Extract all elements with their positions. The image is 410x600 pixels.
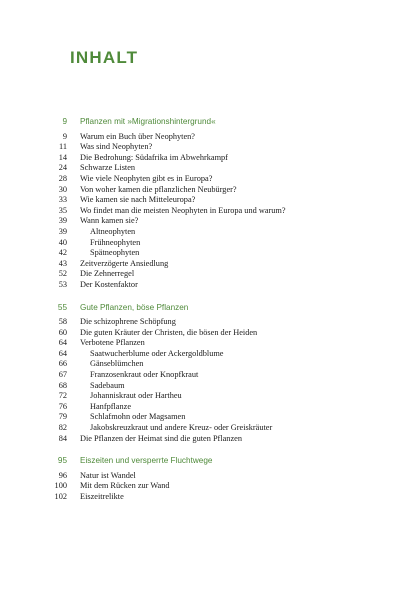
toc-section — [0, 456, 410, 502]
toc-entry — [0, 269, 410, 280]
toc-page-number: 9 — [62, 117, 67, 126]
toc-entry — [0, 174, 410, 185]
toc-page-number: 43 — [58, 258, 67, 268]
toc-entry — [0, 163, 410, 174]
toc-entry-label: Gute Pflanzen, böse Pflanzen — [80, 302, 189, 312]
toc-page-number: 30 — [58, 184, 67, 194]
toc-page-number: 39 — [58, 216, 67, 226]
toc-entry-label: Franzosenkraut oder Knopfkraut — [90, 370, 199, 380]
toc-entry-label: Mit dem Rücken zur Wand — [80, 481, 170, 491]
toc-page-number: 9 — [62, 131, 67, 141]
toc-entry — [0, 370, 410, 381]
toc-page-number: 60 — [58, 327, 67, 337]
toc-entry-label: Johanniskraut oder Hartheu — [90, 391, 182, 401]
toc-entry — [0, 492, 410, 503]
toc-entry-label: Eiszeitrelikte — [80, 492, 124, 501]
toc-section — [0, 303, 410, 445]
toc-entry-label: Wann kamen sie? — [80, 216, 139, 226]
toc-entry — [0, 259, 410, 270]
toc-entry — [0, 227, 410, 238]
toc-entry-label: Hanfpflanze — [90, 401, 131, 411]
toc-entry — [0, 195, 410, 206]
toc-page-number: 40 — [58, 237, 67, 247]
toc-entry-label: Gänseblümchen — [90, 359, 144, 369]
toc-entry-label: Frühneophyten — [90, 237, 141, 247]
toc-entry — [0, 359, 410, 370]
toc-entry — [0, 248, 410, 259]
toc-page-number: 66 — [58, 359, 67, 369]
toc-entry — [0, 317, 410, 328]
toc-entry-label: Die guten Kräuter der Christen, die bösen der Heiden — [80, 327, 258, 337]
toc-page-number: 82 — [58, 423, 67, 433]
toc-page-number: 35 — [58, 205, 67, 215]
toc-entry — [0, 328, 410, 339]
toc-section — [0, 117, 410, 291]
toc-page-number: 72 — [58, 391, 67, 401]
toc-entry-label: Eiszeiten und versperrte Fluchtwege — [80, 456, 213, 466]
toc-entry-label: Die schizophrene Schöpfung — [80, 317, 176, 327]
toc-entry-label: Wo findet man die meisten Neophyten in Europa und warum? — [80, 205, 286, 215]
toc-page-number: 84 — [58, 433, 67, 443]
toc-entry — [0, 402, 410, 413]
toc-entry — [0, 280, 410, 291]
toc-page-number: 95 — [57, 456, 67, 466]
toc-page-number: 14 — [58, 152, 67, 162]
toc-page-number: 24 — [58, 163, 67, 173]
toc-section-heading — [0, 303, 410, 314]
toc-entry — [0, 216, 410, 227]
toc-page-number: 67 — [58, 370, 67, 380]
toc-entry — [0, 412, 410, 423]
toc-entry-label: Jakobskreuzkraut und andere Kreuz- oder Greiskräuter — [90, 423, 273, 433]
toc-entry-label: Schlafmohn oder Magsamen — [90, 412, 186, 422]
toc-entry — [0, 338, 410, 349]
toc-entry — [0, 381, 410, 392]
page-title: INHALT — [70, 48, 139, 67]
toc-page-number: 96 — [58, 470, 67, 480]
toc-entry-label: Sadebaum — [90, 380, 125, 390]
toc-page-number: 55 — [57, 302, 67, 312]
toc-entry-label: Von woher kamen die pflanzlichen Neubürger? — [80, 184, 237, 194]
toc-entry-label: Die Zehnerregel — [80, 269, 135, 279]
toc-entry-label: Verbotene Pflanzen — [80, 338, 145, 348]
toc-entry-label: Altneophyten — [90, 226, 136, 236]
toc-page-number: 64 — [58, 348, 67, 358]
toc-entry-label: Saatwucherblume oder Ackergoldblume — [90, 348, 224, 358]
toc-entry — [0, 142, 410, 153]
toc-entry-label: Die Pflanzen der Heimat sind die guten Pflanzen — [80, 433, 242, 443]
toc-page-number: 39 — [58, 226, 67, 236]
toc-entry-label: Die Bedrohung: Südafrika im Abwehrkampf — [80, 152, 228, 162]
toc-section-heading — [0, 456, 410, 467]
toc-page-number: 42 — [58, 248, 67, 258]
toc-page-number: 28 — [58, 173, 67, 183]
toc-entry — [0, 391, 410, 402]
toc-entry — [0, 471, 410, 482]
toc-page-number: 11 — [59, 142, 67, 152]
toc-page-number: 100 — [54, 481, 67, 491]
toc-page-number: 68 — [58, 380, 67, 390]
toc-entry-label: Was sind Neophyten? — [80, 142, 153, 152]
toc-entry — [0, 206, 410, 217]
toc-entry — [0, 423, 410, 434]
toc-entry — [0, 185, 410, 196]
toc-entry — [0, 481, 410, 492]
toc-section-heading — [0, 117, 410, 128]
toc-entry — [0, 238, 410, 249]
toc-entry-label: Schwarze Listen — [80, 163, 136, 173]
toc-page-number: 58 — [58, 317, 67, 327]
toc-entry-label: Spätneophyten — [90, 248, 140, 258]
toc-entry-label: Wie viele Neophyten gibt es in Europa? — [80, 173, 213, 183]
toc-page-number: 76 — [58, 401, 67, 411]
toc-entry-label: Natur ist Wandel — [80, 470, 136, 480]
toc-page-number: 52 — [58, 269, 67, 279]
toc-page-number: 102 — [54, 492, 67, 501]
toc-entry — [0, 349, 410, 360]
toc-page-number: 53 — [58, 279, 67, 289]
toc-entry — [0, 132, 410, 143]
toc-entry — [0, 434, 410, 445]
toc-entry-label: Der Kostenfaktor — [80, 279, 138, 289]
toc-entry-label: Warum ein Buch über Neophyten? — [80, 131, 195, 141]
toc-entry-label: Pflanzen mit »Migrationshintergrund« — [80, 117, 216, 126]
toc-entry — [0, 153, 410, 164]
toc-page-number: 64 — [58, 338, 67, 348]
table-of-contents — [0, 117, 410, 503]
toc-page-number: 79 — [58, 412, 67, 422]
toc-entry-label: Zeitverzögerte Ansiedlung — [80, 258, 169, 268]
toc-page-number: 33 — [58, 195, 67, 205]
toc-entry-label: Wie kamen sie nach Mitteleuropa? — [80, 195, 196, 205]
